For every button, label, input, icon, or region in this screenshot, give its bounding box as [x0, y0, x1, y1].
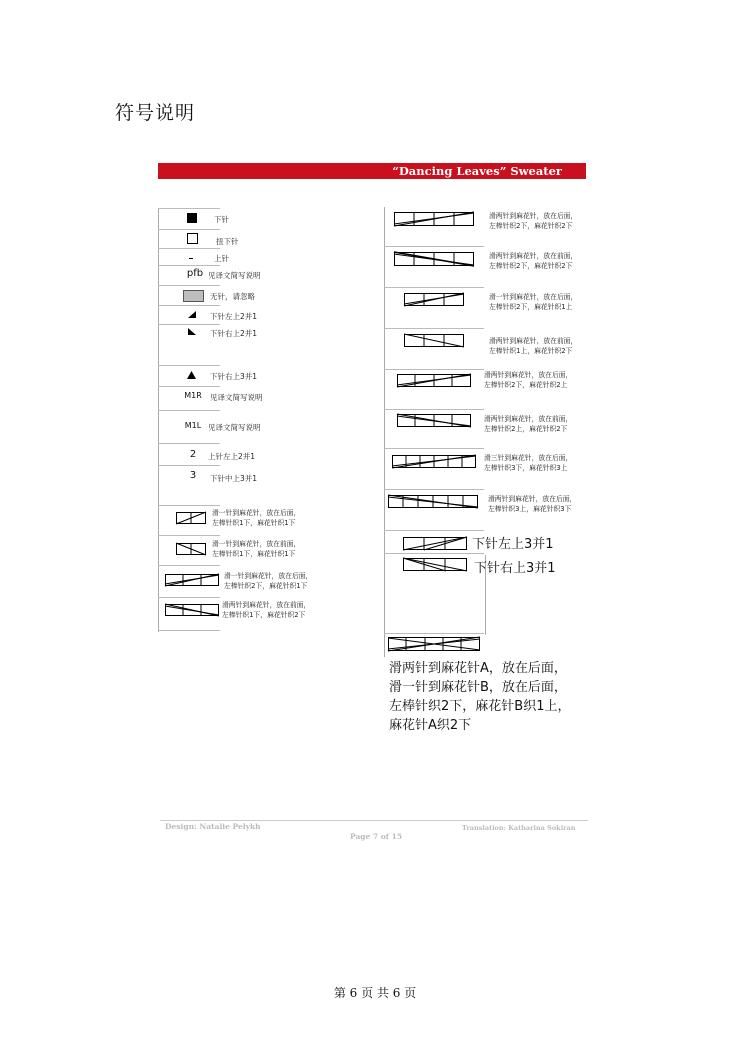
- row-divider: [384, 246, 484, 247]
- legend-label: 下针右上2并1: [210, 329, 258, 338]
- cable-2-2-purl-left-icon: [397, 414, 471, 427]
- legend-label: 见译文简写说明: [208, 423, 261, 432]
- row-divider: [158, 305, 220, 306]
- dash-icon: [189, 258, 193, 259]
- row-divider: [158, 229, 220, 230]
- k3tog-left-icon: [403, 537, 467, 550]
- legend-label: 上针: [214, 254, 229, 263]
- row-divider: [158, 443, 220, 444]
- right-triangle-icon: [188, 328, 196, 335]
- pfb-symbol: pfb: [186, 268, 204, 279]
- cable-description: 滑一针到麻花针，放在后面， 左棒针织2下，麻花针织1下: [224, 572, 313, 590]
- cable-2-1-2-description: 滑两针到麻花针A，放在后面， 滑一针到麻花针B，放在后面， 左棒针织2下，麻花针B织1上， 麻花针A织2下: [389, 661, 571, 733]
- up-triangle-icon: [187, 371, 196, 379]
- row-divider: [384, 328, 484, 329]
- cable-3-3-purl-right-icon: [392, 455, 476, 468]
- row-divider: [384, 553, 484, 554]
- banner-title: “Dancing Leaves” Sweater: [392, 164, 562, 178]
- cable-2-2-purl-right-icon: [397, 374, 471, 387]
- footer-translation: Translation: Katharina Sokiran: [462, 824, 576, 832]
- right-column-border: [384, 207, 385, 657]
- k3tog-right-icon: [403, 558, 467, 571]
- filled-square-icon: [187, 213, 197, 223]
- row-divider: [384, 409, 484, 410]
- row-divider: [158, 285, 220, 286]
- m1l-symbol: M1L: [184, 421, 202, 430]
- footer-page: Page 7 of 15: [350, 832, 403, 841]
- cable-description: 滑一针到麻花针，放在后面， 左棒针织2下，麻花针织1上: [489, 293, 578, 311]
- legend-label: 上针左上2并1: [208, 452, 256, 461]
- page-title: 符号说明: [115, 102, 196, 124]
- k3tog-right-label: 下针右上3并1: [474, 561, 556, 576]
- left-triangle-icon: [188, 311, 196, 318]
- left-column-border: [158, 208, 159, 632]
- cable-3-3-purl-left-icon: [388, 495, 478, 508]
- m1r-symbol: M1R: [184, 391, 202, 400]
- cable-description: 滑一针到麻花针，放在前面， 左棒针织1下，麻花针织1下: [212, 540, 301, 558]
- footer-design: Design: Natalie Pelykh: [165, 822, 261, 831]
- cable-description: 滑两针到麻花针，放在前面， 左棒针织2上，麻花针织2下: [484, 415, 573, 433]
- legend-label: 下针中上3并1: [210, 474, 258, 483]
- cable-2-2-right-icon: [394, 212, 474, 226]
- cable-description: 滑两针到麻花针，放在后面， 左棒针织2下，麻花针织2下: [489, 212, 578, 230]
- cable-description: 滑两针到麻花针，放在后面， 左棒针织3上，麻花针织3下: [488, 495, 577, 513]
- row-divider: [158, 386, 220, 387]
- row-divider: [158, 365, 220, 366]
- s2kp-symbol: 3: [189, 470, 197, 481]
- row-divider: [158, 565, 220, 566]
- cable-2-1-2-icon: [388, 637, 480, 651]
- row-divider: [158, 630, 220, 631]
- cable-2-1-purl-right-icon: [404, 293, 464, 306]
- cable-2-1-right-icon: [165, 574, 219, 586]
- legend-label: 见译文简写说明: [208, 271, 261, 280]
- legend-label: 无针，请忽略: [210, 292, 255, 301]
- cable-1-2-purl-left-icon: [404, 334, 464, 347]
- legend-label: 下针右上3并1: [210, 372, 258, 381]
- row-divider: [384, 448, 484, 449]
- row-divider: [158, 265, 220, 266]
- row-divider: [158, 535, 220, 536]
- row-divider: [158, 465, 220, 466]
- cable-2-2-left-icon: [394, 252, 474, 266]
- cable-1-1-left-icon: [176, 543, 206, 555]
- cable-description: 滑一针到麻花针，放在后面， 左棒针织1下，麻花针织1下: [212, 509, 301, 527]
- page-number: 第 6 页 共 6 页: [333, 986, 417, 1000]
- cable-1-1-right-icon: [176, 512, 206, 524]
- row-divider: [158, 208, 220, 209]
- legend-label: 扭下针: [216, 237, 239, 246]
- row-divider: [384, 633, 484, 634]
- p2tog-symbol: 2: [189, 449, 197, 460]
- cable-description: 滑两针到麻花针，放在前面， 左棒针织1下，麻花针织2下: [222, 601, 311, 619]
- legend-label: 下针: [214, 215, 229, 224]
- k3tog-left-label: 下针左上3并1: [472, 537, 554, 552]
- open-square-icon: [187, 233, 198, 244]
- row-divider: [158, 324, 220, 325]
- row-divider: [384, 530, 484, 531]
- pattern-banner: [158, 163, 586, 179]
- legend-label: 见译文简写说明: [210, 393, 263, 402]
- cable-1-2-left-icon: [165, 604, 219, 616]
- cable-description: 滑两针到麻花针，放在后面， 左棒针织2下，麻花针织2上: [484, 371, 573, 389]
- cable-description: 滑三针到麻花针，放在后面， 左棒针织3下，麻花针织3上: [484, 454, 573, 472]
- row-divider: [158, 248, 220, 249]
- footer-rule: [160, 820, 588, 821]
- row-divider: [384, 489, 484, 490]
- legend-label: 下针左上2并1: [210, 312, 258, 321]
- cable-description: 滑两针到麻花针，放在前面， 左棒针织1上，麻花针织2下: [489, 337, 578, 355]
- row-divider: [158, 597, 220, 598]
- gray-square-icon: [183, 290, 204, 302]
- row-divider: [384, 287, 484, 288]
- cable-description: 滑两针到麻花针，放在前面， 左棒针织2下，麻花针织2下: [489, 252, 578, 270]
- row-divider: [384, 369, 484, 370]
- row-divider: [158, 410, 220, 411]
- row-divider: [158, 505, 220, 506]
